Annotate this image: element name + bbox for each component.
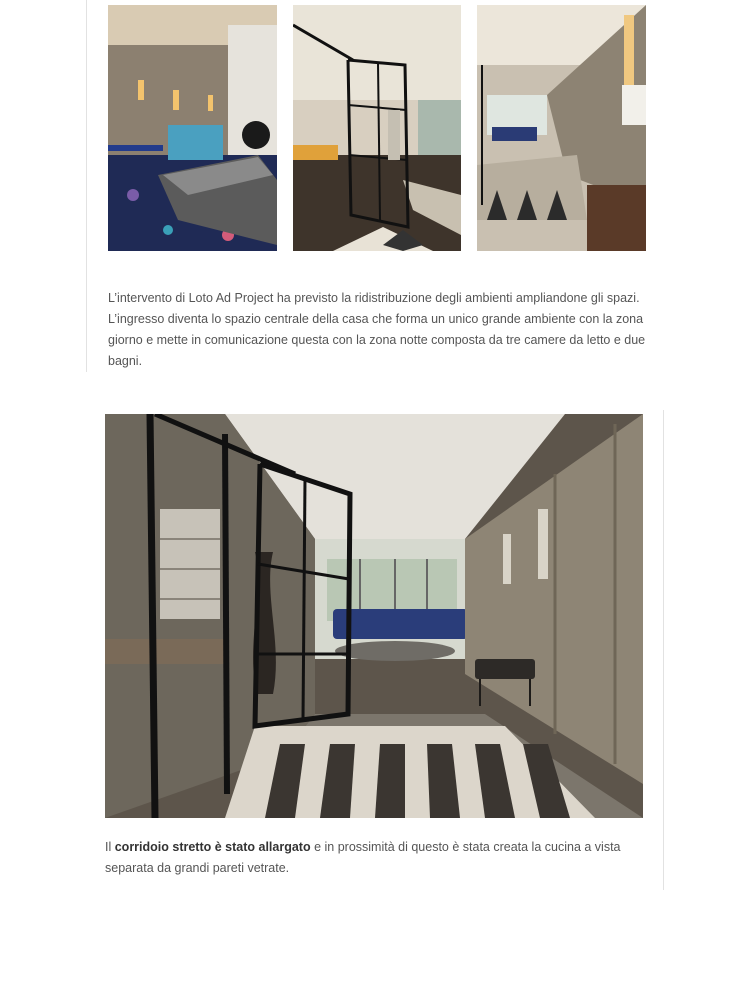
- corridor-photo[interactable]: [477, 5, 646, 251]
- caption-prefix: Il: [105, 840, 115, 854]
- caption-bold-text: corridoio stretto è stato allargato: [114, 840, 311, 854]
- glass-door-photo[interactable]: [293, 5, 461, 251]
- right-border-line: [663, 410, 664, 890]
- caption-suffix: e in prossimità di questo è stata creata la cucina a vista separata da grandi pareti vetrate.: [105, 840, 621, 875]
- intro-paragraph: L’intervento di Loto Ad Project ha previsto la ridistribuzione degli ambienti ampliandone gli spazi. L’ingresso diventa lo spazio centrale della casa che forma un unico grande ambiente con la zona giorno e mette in comunicazione questa con la zona notte composta da tre camere da letto e due bagni.: [108, 291, 646, 368]
- hallway-photo[interactable]: [105, 414, 643, 818]
- caption-paragraph: [105, 837, 645, 879]
- living-room-photo[interactable]: [108, 5, 277, 251]
- left-border-line: [86, 0, 87, 372]
